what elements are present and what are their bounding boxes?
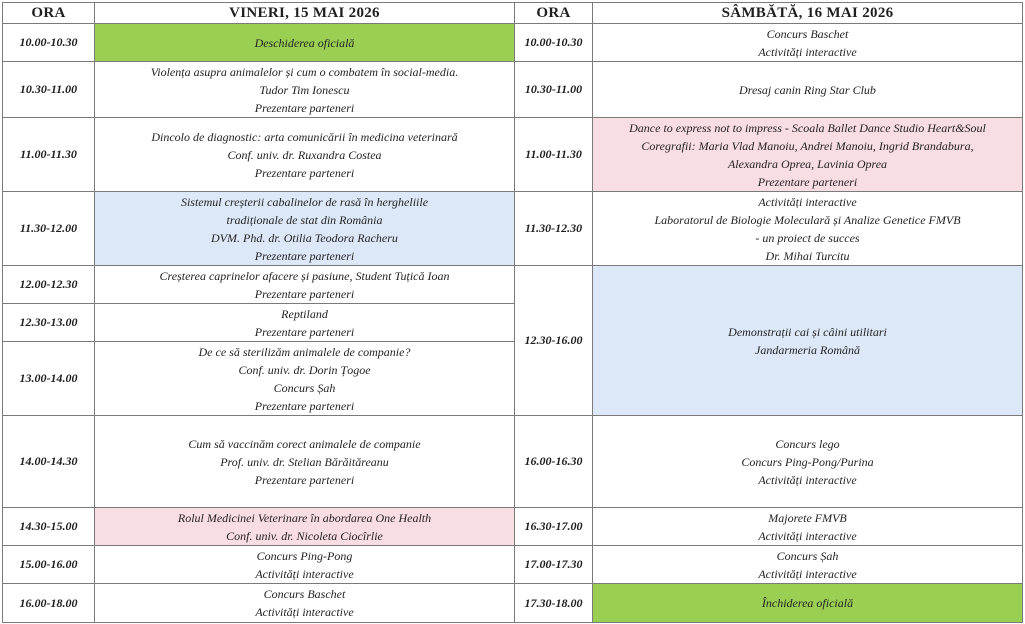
friday-event (95, 304, 515, 342)
saturday-event (593, 584, 1023, 623)
schedule-table (2, 2, 1023, 623)
friday-header: VINERI, 15 MAI 2026 (95, 3, 515, 24)
ora-header-left: ORA (3, 3, 95, 24)
saturday-header: SÂMBĂTĂ, 16 MAI 2026 (593, 3, 1023, 24)
event-line: Violența asupra animalelor și cum o combatem în social-media. (150, 64, 459, 79)
saturday-time: 11.30-12.30 (515, 192, 593, 266)
event-line: Sistemul creșterii cabalinelor de rasă în hergheliile (180, 194, 429, 209)
event-line: Prezentare parteneri (254, 398, 355, 413)
event-line: Dresaj canin Ring Star Club (739, 82, 876, 97)
ora-header-right: ORA (515, 3, 593, 24)
event-line: Activități interactive (758, 472, 857, 487)
friday-time: 12.30-13.00 (3, 304, 95, 342)
event-line: Prezentare parteneri (757, 174, 858, 189)
event-line: Reptiland (281, 306, 328, 321)
event-line: Prezentare parteneri (254, 286, 355, 301)
event-line: tradiționale de stat din România (226, 212, 383, 227)
event-line: Prezentare parteneri (254, 165, 355, 180)
friday-event (95, 24, 515, 62)
event-line: Concurs Baschet (766, 26, 849, 41)
saturday-event (593, 62, 1023, 118)
event-line: Prof. univ. dr. Stelian Bărăităreanu (220, 454, 389, 469)
friday-time: 14.30-15.00 (3, 508, 95, 546)
event-line: Activități interactive (758, 566, 857, 581)
event-line: Închiderea oficială (761, 596, 854, 610)
table-row (3, 24, 1023, 62)
table-row (3, 584, 1023, 623)
table-row (3, 508, 1023, 546)
event-line: Activități interactive (758, 194, 857, 209)
event-line: Activități interactive (758, 44, 857, 59)
saturday-event (593, 508, 1023, 546)
event-line: Demonstrații cai și câini utilitari (728, 324, 887, 339)
event-line: Concurs Șah (273, 380, 336, 395)
event-line: Alexandra Oprea, Lavinia Oprea (727, 156, 888, 171)
event-line: Prezentare parteneri (254, 248, 355, 263)
saturday-time: 11.00-11.30 (515, 118, 593, 192)
friday-event (95, 584, 515, 623)
table-row (3, 546, 1023, 584)
event-line: De ce să sterilizăm animalele de companie? (198, 344, 411, 359)
saturday-event (593, 266, 1023, 416)
saturday-event (593, 118, 1023, 192)
friday-event (95, 62, 515, 118)
event-line: Activități interactive (255, 605, 354, 619)
event-line: Concurs Ping-Pong/Purina (741, 454, 874, 469)
saturday-time: 16.30-17.00 (515, 508, 593, 546)
event-line: DVM. Phd. dr. Otilia Teodora Racheru (211, 230, 398, 245)
event-line: Conf. univ. dr. Nicoleta Ciocîrlie (226, 528, 383, 543)
friday-event (95, 118, 515, 192)
saturday-time: 17.30-18.00 (515, 584, 593, 623)
event-line: Concurs Șah (776, 548, 839, 563)
event-line: Dincolo de diagnostic: arta comunicării în medicina veterinară (151, 129, 458, 144)
friday-time: 16.00-18.00 (3, 584, 95, 623)
friday-time: 13.00-14.00 (3, 342, 95, 416)
friday-time: 10.00-10.30 (3, 24, 95, 62)
saturday-event (593, 546, 1023, 584)
event-line: Tudor Tim Ionescu (259, 82, 350, 97)
friday-event (95, 266, 515, 304)
table-row (3, 118, 1023, 192)
saturday-time: 16.00-16.30 (515, 416, 593, 508)
table-row (3, 416, 1023, 508)
friday-event (95, 546, 515, 584)
event-line: Coregrafii: Maria Vlad Manoiu, Andrei Manoiu, Ingrid Brandabura, (641, 138, 974, 153)
event-line: Activități interactive (758, 528, 857, 543)
friday-time: 15.00-16.00 (3, 546, 95, 584)
event-line: Majorete FMVB (768, 510, 847, 525)
header-row (3, 3, 1023, 24)
friday-time: 10.30-11.00 (3, 62, 95, 118)
event-line: - un proiect de succes (755, 230, 860, 245)
saturday-event (593, 24, 1023, 62)
event-line: Jandarmeria Română (755, 342, 860, 357)
saturday-time: 10.00-10.30 (515, 24, 593, 62)
event-line: Rolul Medicinei Veterinare în abordarea One Health (177, 510, 432, 525)
event-line: Conf. univ. dr. Dorin Țogoe (238, 362, 371, 377)
event-line: Prezentare parteneri (254, 100, 355, 115)
event-line: Prezentare parteneri (254, 324, 355, 339)
friday-event (95, 342, 515, 416)
event-line: Concurs lego (775, 436, 840, 451)
saturday-time: 10.30-11.00 (515, 62, 593, 118)
event-line: Prezentare parteneri (254, 472, 355, 487)
friday-event (95, 508, 515, 546)
saturday-event (593, 416, 1023, 508)
event-line: Concurs Baschet (263, 587, 346, 601)
table-row (3, 192, 1023, 266)
saturday-time: 12.30-16.00 (515, 266, 593, 416)
event-line: Dance to express not to impress - Scoala Ballet Dance Studio Heart&Soul (629, 120, 986, 135)
friday-event (95, 192, 515, 266)
event-line: Concurs Ping-Pong (256, 548, 353, 563)
event-line: Laboratorul de Biologie Moleculară și Analize Genetice FMVB (654, 212, 961, 227)
event-line: Creșterea caprinelor afacere și pasiune, Student Tuțică Ioan (159, 268, 450, 283)
friday-time: 11.00-11.30 (3, 118, 95, 192)
event-line: Conf. univ. dr. Ruxandra Costea (227, 147, 382, 162)
friday-time: 12.00-12.30 (3, 266, 95, 304)
friday-time: 11.30-12.00 (3, 192, 95, 266)
table-row (3, 266, 1023, 304)
friday-time: 14.00-14.30 (3, 416, 95, 508)
event-line: Cum să vaccinăm corect animalele de companie (188, 436, 421, 451)
event-line: Deschiderea oficială (254, 35, 355, 50)
friday-event (95, 416, 515, 508)
event-line: Dr. Mihai Turcitu (765, 248, 850, 263)
saturday-time: 17.00-17.30 (515, 546, 593, 584)
event-line: Activități interactive (255, 566, 354, 581)
table-row (3, 62, 1023, 118)
saturday-event (593, 192, 1023, 266)
